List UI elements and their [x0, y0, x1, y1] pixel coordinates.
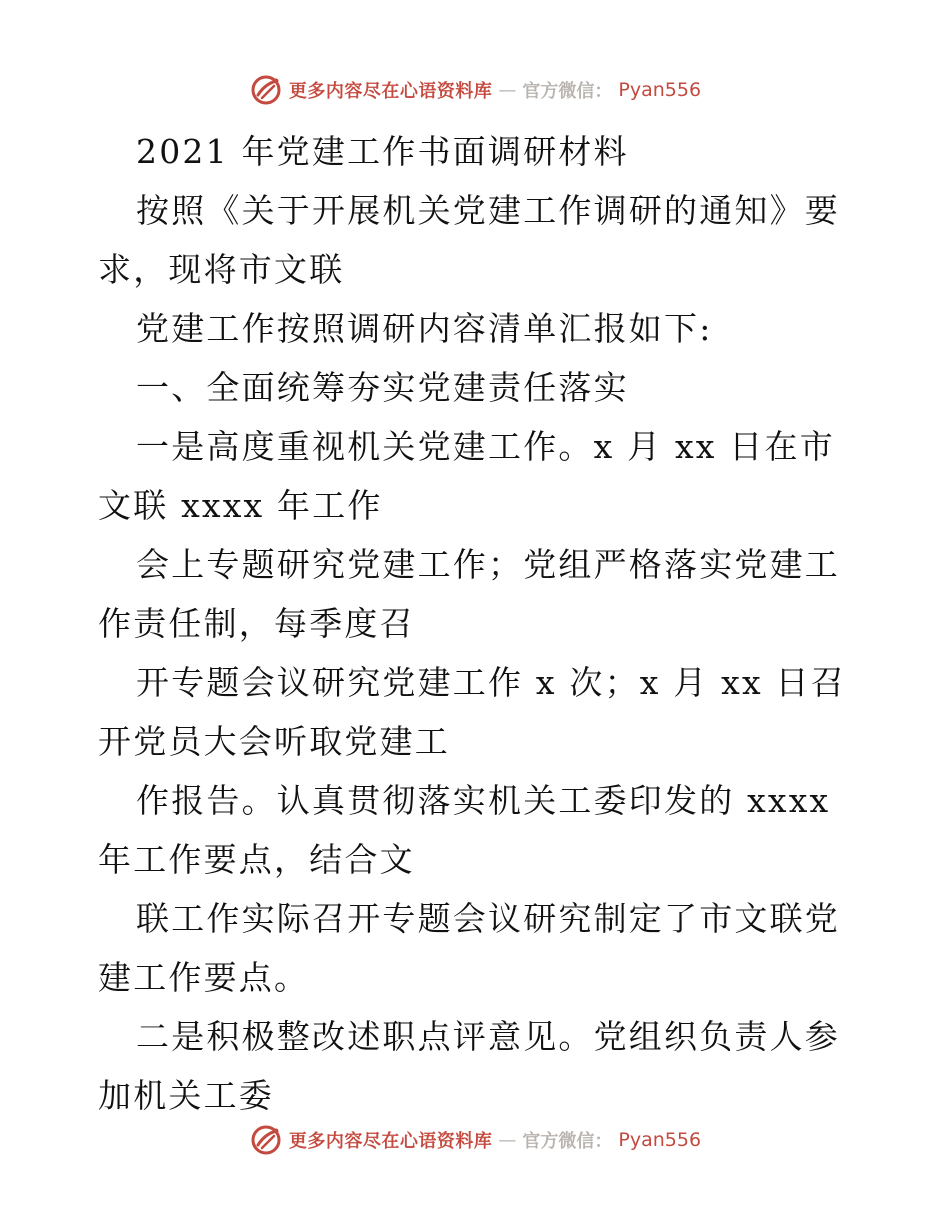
document-body: [98, 122, 858, 1125]
red-circle-logo-icon: [249, 73, 283, 107]
document-paragraph: 一是高度重视机关党建工作。x 月 xx 日在市文联 xxxx 年工作: [98, 427, 835, 525]
document-paragraph: 开专题会议研究党建工作 x 次；x 月 xx 日召开党员大会听取党建工: [98, 663, 846, 761]
footer-watermark: [0, 1120, 950, 1160]
document-paragraph: 二是积极整改述职点评意见。党组织负责人参加机关工委: [98, 1017, 840, 1115]
document-paragraph: 按照《关于开展机关党建工作调研的通知》要求，现将市文联: [98, 191, 840, 289]
watermark-wechat-label: 官方微信：: [522, 81, 613, 102]
document-paragraph: 作报告。认真贯彻落实机关工委印发的 xxxx 年工作要点，结合文: [98, 781, 831, 879]
section-heading: 一、全面统筹夯实党建责任落实: [136, 368, 629, 407]
watermark-text: 更多内容尽在心语资料库: [288, 1131, 493, 1152]
document-paragraph: 联工作实际召开专题会议研究制定了市文联党建工作要点。: [98, 899, 840, 997]
watermark-wechat-label: 官方微信：: [522, 1131, 613, 1152]
watermark-wechat-id: Pyan556: [618, 1129, 702, 1151]
document-paragraph: 党建工作按照调研内容清单汇报如下:: [136, 309, 713, 348]
header-watermark: [0, 70, 950, 110]
red-circle-logo-icon: [249, 1123, 283, 1157]
document-paragraph: 会上专题研究党建工作；党组严格落实党建工作责任制，每季度召: [98, 545, 840, 643]
document-title: 2021 年党建工作书面调研材料: [136, 132, 629, 171]
watermark-separator: —: [498, 1129, 517, 1151]
watermark-text: 更多内容尽在心语资料库: [288, 81, 493, 102]
watermark-separator: —: [498, 79, 517, 101]
watermark-wechat-id: Pyan556: [618, 79, 702, 101]
